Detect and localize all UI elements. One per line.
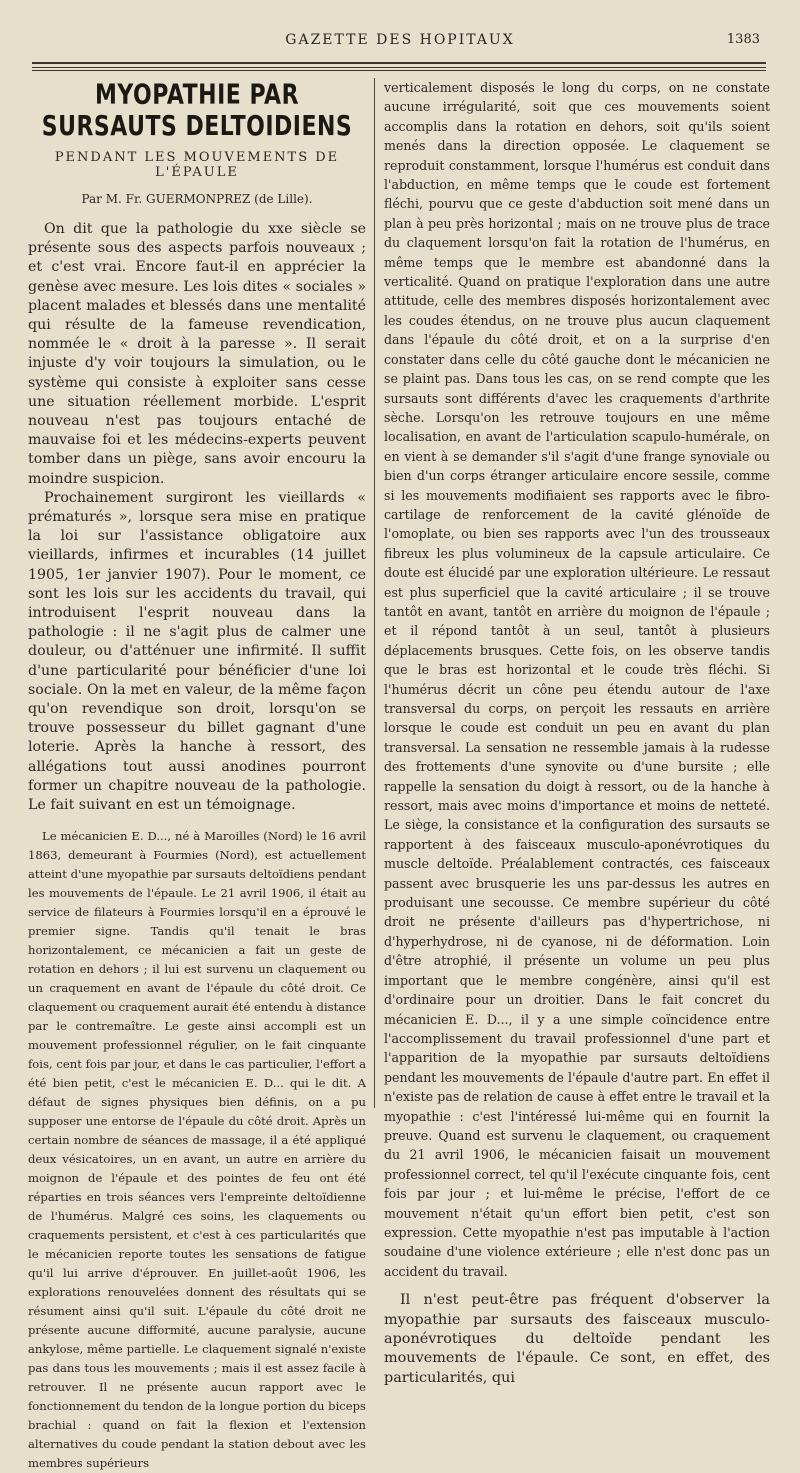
header-rule-thick: [32, 62, 766, 64]
case-report: [28, 827, 366, 1473]
case-report-continued: verticalement disposés le long du corps, on ne constate aucune irrégularité, soit que ces mouvements soient accomplis dans la rotation en dehors, soit qu'ils soient menés dans la direction opposée. Le claquement se reproduit constamment, lorsque l'humérus est conduit dans l'abduction, en même temps que le coude est fortement fléchi, pourvu que ce geste d'abduction soit mené dans un plan à peu près horizontal ; mais on ne trouve plus de trace du claquement lorsqu'on fait la rotation de l'humérus, en même temps que le membre est abandonné dans la verticalité. Quand on pratique l'exploration dans une autre attitude, celle des membres disposés horizontalement avec les coudes étendus, on ne trouve plus aucun claquement dans l'épaule du côté droit, et on a la surprise d'en constater dans celle du côté gauche dont le mécanicien ne se plaint pas. Dans tous les cas, on se rend compte que les sursauts sont différents d'avec les craquements d'arthrite sèche. Lorsqu'on les retrouve toujours en une même localisation, en avant de l'articulation scapulo-humérale, on en vient à se demander s'il s'agit d'une frange synoviale ou bien d'un corps étranger articulaire encore sessile, comme si les mouvements modifiaient ses rapports avec le fibro-cartilage de renforcement de la cavité glénoïde de l'omoplate, ou bien ses rapports avec l'un des trousseaux fibreux les plus volumineux de la capsule articulaire. Ce doute est élucidé par une exploration ultérieure. Le ressaut est plus superficiel que la cavité articulaire ; il se trouve tantôt en avant, tantôt en arrière du moignon de l'épaule ; et il répond tantôt à un seul, tantôt à plusieurs déplacements brusques. Cette fois, on les observe tandis que le bras est horizontal et le coude très fléchi. Si l'humérus décrit un cône peu étendu autour de l'axe transversal du corps, on perçoit les ressauts en arrière lorsque le coude est conduit un peu en avant du plan transversal. La sensation ne ressemble jamais à la rudesse des frottements d'une synovite ou d'une bursite ; elle rappelle la sensation du doigt à ressort, ou de la hanche à ressort, mais avec moins d'importance et moins de netteté. Le siège, la consistance et la configuration des sursauts se rapportent à des faisceaux musculo-aponévrotiques du muscle deltoïde. Préalablement contractés, ces faisceaux passent avec brusquerie les uns par-dessus les autres en produisant une secousse. Ce membre supérieur du côté droit ne présente d'ailleurs pas d'hypertrichose, ni d'hyperhydrose, ni de cyanose, ni de déformation. Loin d'être atrophié, il présente un volume un peu plus important que le membre congénère, ainsi qu'il est d'ordinaire pour un droitier. Dans le fait concret du mécanicien E. D..., il y a une simple coïncidence entre l'accomplissement du travail professionnel d'une part et l'apparition de la myopathie par sursauts deltoïdiens pendant les mouvements de l'épaule d'autre part. En effet il n'existe pas de relation de cause à effet entre le travail et la myopathie : c'est l'intéressé lui-même qui en fournit la preuve. Quand est survenu le claquement, ou craquement du 21 avril 1906, le mécanicien faisait un mouvement professionnel correct, tel qu'il l'exécute cinquante fois, cent fois par jour ; et lui-même le précise, l'effort de ce mouvement n'était qu'un effort bien petit, c'est son expression. Cette myopathie n'est pas imputable à l'action soudaine d'une violence extérieure ; elle n'est donc pas un accident du travail.: [384, 80, 770, 1279]
intro-paragraph-1: On dit que la pathologie du xxe siècle se présente sous des aspects parfois nouveaux ; et c'est vrai. Encore faut-il en apprécier la genèse avec mesure. Les lois dites « sociales » placent malades et blessés dans une mentalité qui résulte de la fameuse revendication, nommée le « droit à la paresse ». Il serait injuste d'y voir toujours la simulation, ou le système qui consiste à exploiter sans cesse une situation réellement morbide. L'esprit nouveau n'est pas toujours entaché de mauvaise foi et les médecins-experts peuvent tomber dans un piège, sans avoir encouru la moindre suspicion.: [28, 221, 366, 487]
intro-paragraph-2: Prochainement surgiront les vieillards « prématurés », lorsque sera mise en pratique la loi sur l'assistance obligatoire aux vieillards, infirmes et incurables (14 juillet 1905, 1er janvier 1907). Pour le moment, ce sont les lois sur les accidents du travail, qui introduisent l'esprit nouveau dans la pathologie : il ne s'agit plus de calmer une douleur, ou d'atténuer une infirmité. Il suffit d'une particularité pour bénéficier d'une loi sociale. On la met en valeur, de la même façon qu'on revendique son droit, lorsqu'on se trouve possesseur du billet gagnant d'une loterie. Après la hanche à ressort, des allégations tout aussi anodines pourront former un chapitre nouveau de la pathologie. Le fait suivant en est un témoignage.: [28, 489, 366, 814]
article-byline: Par M. Fr. GUERMONPREZ (de Lille).: [81, 192, 313, 206]
page-header: [30, 32, 770, 58]
header-rule: [32, 67, 766, 68]
case-report-paragraph: Le mécanicien E. D..., né à Maroilles (Nord) le 16 avril 1863, demeurant à Fourmies (Nord), est actuellement atteint d'une myopathie par sursauts deltoïdiens pendant les mouvements de l'épaule. Le 21 avril 1906, il était au service de filateurs à Fourmies lorsqu'il en a éprouvé le premier signe. Tandis qu'il tenait le bras horizontalement, ce mécanicien a fait un geste de rotation en dehors ; il lui est survenu un claquement ou un craquement en avant de l'épaule du côté droit. Ce claquement ou craquement aurait été entendu à distance par le contremaître. Le geste ainsi accompli est un mouvement professionnel régulier, on le fait cinquante fois, cent fois par jour, et dans le cas particulier, l'effort a été bien petit, c'est le mécanicien E. D... qui le dit. A défaut de signes physiques bien définis, on a pu supposer une entorse de l'épaule du côté droit. Après un certain nombre de séances de massage, il a été appliqué deux vésicatoires, un en avant, un autre en arrière du moignon de l'épaule et des pointes de feu ont été réparties en trois séances vers l'empreinte deltoïdienne de l'humérus. Malgré ces soins, les claquements ou craquements persistent, et c'est à ces particularités que le mécanicien reporte toutes les sensations de fatigue qu'il lui arrive d'éprouver. En juillet-août 1906, les explorations renouvelées donnent des résultats qui se résument ainsi qu'il suit. L'épaule du côté droit ne présente aucune difformité, aucune paralysie, aucune ankylose, même partielle. Le claquement signalé n'existe pas dans tous les mouvements ; mais il est assez facile à retrouver. Il ne présente aucun rapport avec le fonctionnement du tendon de la longue portion du biceps brachial : quand on fait la flexion et l'extension alternatives du coude pendant la station debout avec les membres supérieurs: [28, 829, 366, 1471]
column-divider: [374, 78, 375, 1108]
left-column: [28, 78, 366, 1473]
header-rule-thin: [32, 70, 766, 71]
journal-title: GAZETTE DES HOPITAUX: [285, 32, 515, 48]
conclusion-paragraph: Il n'est peut-être pas fréquent d'observer la myopathie par sursauts des faisceaux musculo-aponévrotiques du deltoïde pendant les mouvements de l'épaule. Ce sont, en effet, des particularités, qui: [384, 1292, 770, 1386]
page-number: 1383: [726, 32, 760, 47]
intro-text: [28, 220, 366, 815]
article-title: MYOPATHIE PAR SURSAUTS DELTOIDIENS: [41, 79, 353, 143]
right-column: [384, 78, 770, 1388]
article-subtitle: PENDANT LES MOUVEMENTS DE L'ÉPAULE: [54, 150, 340, 180]
